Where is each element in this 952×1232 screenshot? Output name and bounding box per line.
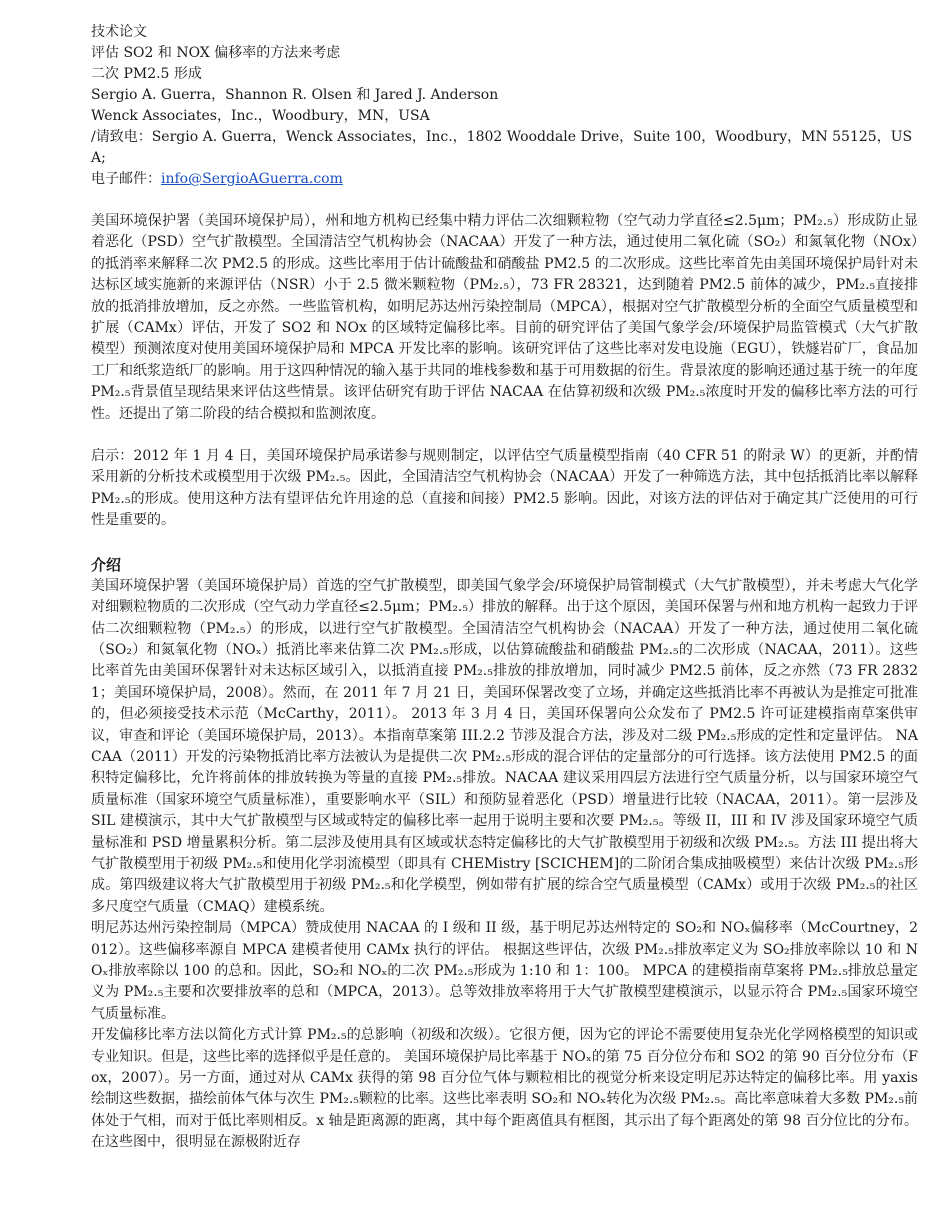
- email-link[interactable]: info@SergioAGuerra.com: [161, 171, 343, 187]
- spacer: [91, 532, 918, 553]
- paper-title-line-1: 评估 SO2 和 NOX 偏移率的方法来考虑: [91, 45, 341, 61]
- email-label: 电子邮件：: [91, 171, 161, 187]
- spacer: [91, 190, 918, 211]
- document-type-label: 技术论文: [91, 24, 147, 40]
- paper-title-line-2: 二次 PM2.5 形成: [91, 66, 202, 82]
- email-line: [91, 169, 918, 190]
- spacer: [91, 425, 918, 446]
- author-list: Sergio A. Guerra，Shannon R. Olsen 和 Jared J. Anderson: [91, 87, 499, 103]
- introduction-paragraph-2: 明尼苏达州污染控制局（MPCA）赞成使用 NACAA 的 I 级和 II 级，基于明尼苏达州特定的 SO₂和 NOₓ偏移率（McCourtney，2012）。这些偏移率源自 MPCA 建模者使用 CAMx 执行的评估。 根据这些评估，次级 PM₂.₅排放率定义为 SO₂排放率除以 10 和 NOₓ排放率除以 100 的总和。因此，SO₂和 NOₓ的二次 PM₂.₅形成为 1:10 和 1：100。 MPCA 的建模指南草案将 PM₂.₅排放总量定义为 PM₂.₅主要和次要排放率的总和（MPCA，2013）。总等效排放率将用于大气扩散模型建模演示，以显示符合 PM₂.₅国家环境空气质量标准。: [91, 920, 918, 1022]
- introduction-paragraph-3: 开发偏移比率方法以简化方式计算 PM₂.₅的总影响（初级和次级）。它很方便，因为它的评论不需要使用复杂光化学网格模型的知识或专业知识。但是，这些比率的选择似乎是任意的。 美国环境保护局比率基于 NOₓ的第 75 百分位分布和 SO2 的第 90 百分位分布（Fox，2007）。另一方面，通过对从 CAMx 获得的第 98 百分位气体与颗粒相比的视觉分析来设定明尼苏达特定的偏移比率。用 yaxis 绘制这些数据，描绘前体气体与次生 PM₂.₅颗粒的比率。这些比率表明 SO₂和 NOₓ转化为次级 PM₂.₅。高比率意味着大多数 PM₂.₅前体处于气相，而对于低比率则相反。x 轴是距离源的距离，其中每个距离值具有框图，其示出了每个距离处的第 98 百分位比的分布。在这些图中，很明显在源极附近存: [91, 1027, 918, 1151]
- abstract-paragraph: 美国环境保护署（美国环境保护局），州和地方机构已经集中精力评估二次细颗粒物（空气动力学直径≤2.5μm；PM₂.₅）形成防止显着恶化（PSD）空气扩散模型。全国清洁空气机构协会（NACAA）开发了一种方法，通过使用二氧化硫（SO₂）和氮氧化物（NOx）的抵消率来解释二次 PM2.5 的形成。这些比率用于估计硫酸盐和硝酸盐 PM2.5 的二次形成。这些比率首先由美国环境保护局针对未达标区域实施新的来源评估（NSR）小于 2.5 微米颗粒物（PM₂.₅），73 FR 28321，达到随着 PM2.5 前体的减少，PM₂.₅直接排放的抵消排放增加，反之亦然。一些监管机构，如明尼苏达州污染控制局（MPCA），根据对空气扩散模型分析的全面空气质量模型和扩展（CAMx）评估，开发了 SO2 和 NOx 的区域特定偏移比率。目前的研究评估了美国气象学会/环境保护局监管模式（大气扩散模型）预测浓度对使用美国环境保护局和 MPCA 开发比率的影响。该研究评估了这些比率对发电设施（EGU），铁燧岩矿厂，食品加工厂和纸浆造纸厂的影响。用于这四种情况的输入基于共同的堆栈参数和基于可用数据的衍生。背景浓度的影响还通过基于统一的年度 PM₂.₅背景值呈现结果来评估这些情景。该评估研究有助于评估 NACAA 在估算初级和次级 PM₂.₅浓度时开发的偏移比率方法的可行性。还提出了第二阶段的结合模拟和监测浓度。: [91, 213, 918, 422]
- introduction-paragraph-1: 美国环境保护署（美国环境保护局）首选的空气扩散模型，即美国气象学会/环境保护局管制模式（大气扩散模型），并未考虑大气化学对细颗粒物质的二次形成（空气动力学直径≤2.5μm；PM₂.₅）排放的解释。出于这个原因，美国环保署与州和地方机构一起致力于评估二次细颗粒物（PM₂.₅）的形成，以进行空气扩散模型。全国清洁空气机构协会（NACAA）开发了一种方法，通过使用二氧化硫（SO₂）和氮氧化物（NOₓ）抵消比率来估算二次 PM₂.₅形成，以估算硫酸盐和硝酸盐 PM₂.₅的二次形成（NACAA，2011）。这些比率首先由美国环保署针对未达标区域引入，以抵消直接 PM₂.₅排放的排放增加，同时减少 PM2.5 前体，反之亦然（73 FR 28321；美国环境保护局，2008）。然而，在 2011 年 7 月 21 日，美国环保署改变了立场，并确定这些抵消比率不再被认为是推定可批准的，但必须接受技术示范（McCarthy，2011）。 2013 年 3 月 4 日，美国环保署向公众发布了 PM2.5 许可证建模指南草案供审议，审查和评论（美国环境保护局，2013）。本指南草案第 III.2.2 节涉及混合方法，涉及对二级 PM₂.₅形成的定性和定量评估。 NACAA（2011）开发的污染物抵消比率方法被认为是提供二次 PM₂.₅形成的混合评估的定量部分的可行选择。该方法使用 PM2.5 的面积特定偏移比，允许将前体的排放转换为等量的直接 PM₂.₅排放。NACAA 建议采用四层方法进行空气质量分析，以与国家环境空气质量标准（国家环境空气质量标准），重要影响水平（SIL）和预防显着恶化（PSD）增量进行比较（NACAA，2011）。第一层涉及 SIL 建模演示，其中大气扩散模型与区域或特定的偏移比率一起用于说明主要和次要 PM₂.₅。等级 II，III 和 IV 涉及国家环境空气质量标准和 PSD 增量累积分析。第二层涉及使用具有区域或状态特定偏移比的大气扩散模型用于初级和次级 PM₂.₅。方法 III 提出将大气扩散模型用于初级 PM₂.₅和使用化学羽流模型（即具有 CHEMistry [SCICHEM]的二阶闭合集成抽吸模型）来估计次级 PM₂.₅形成。第四级建议将大气扩散模型用于初级 PM₂.₅和化学模型，例如带有扩展的综合空气质量模型（CAMx）或用于次级 PM₂.₅的社区多尺度空气质量（CMAQ）建模系统。: [91, 577, 918, 915]
- author-affiliation: Wenck Associates，Inc.，Woodbury，MN，USA: [91, 108, 430, 124]
- introduction-heading: 介绍: [91, 555, 122, 574]
- implications-paragraph: 启示：2012 年 1 月 4 日，美国环境保护局承诺参与规则制定，以评估空气质量模型指南（40 CFR 51 的附录 W）的更新，并酌情采用新的分析技术或模型用于次级 PM₂.₅。因此，全国清洁空气机构协会（NACAA）开发了一种筛选方法，其中包括抵消比率以解释 PM₂.₅的形成。使用这种方法有望评估允许用途的总（直接和间接）PM2.5 影响。因此，对该方法的评估对于确定其广泛使用的可行性是重要的。: [91, 448, 918, 529]
- correspondence-address: /请致电：Sergio A. Guerra，Wenck Associates，Inc.，1802 Wooddale Drive，Suite 100，Woodbury，MN 55125，USA;: [91, 129, 913, 166]
